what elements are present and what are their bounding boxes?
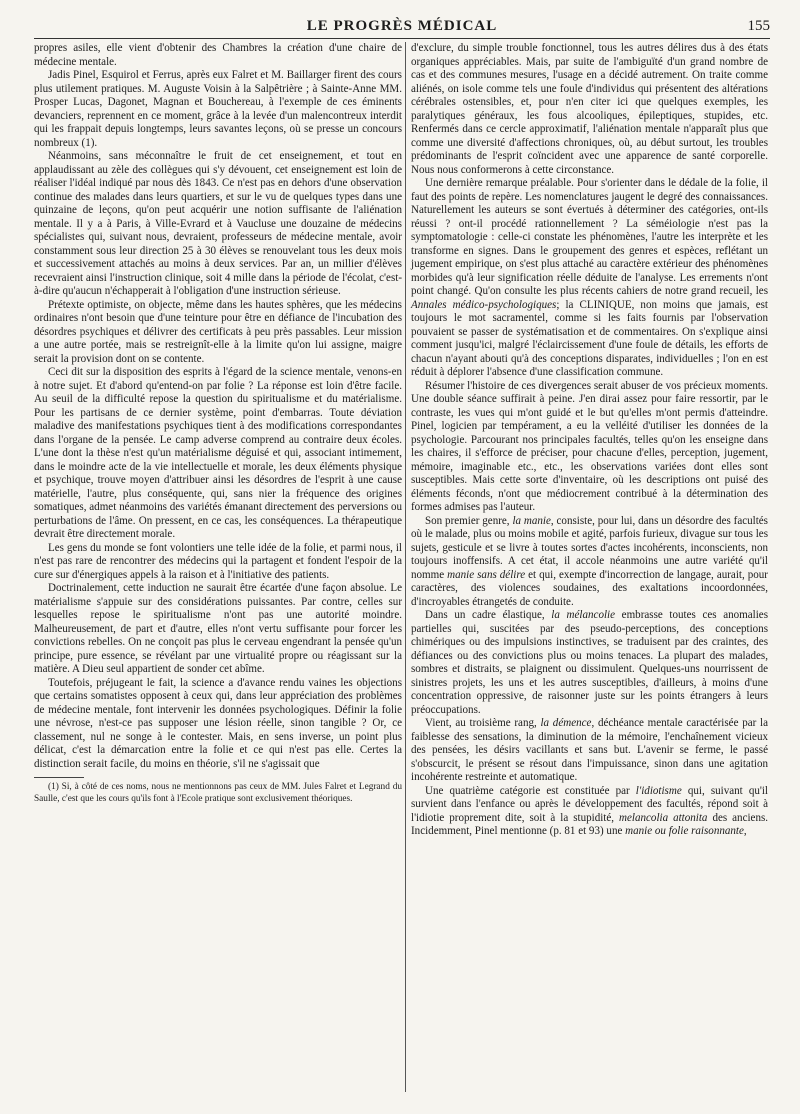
paragraph: Néanmoins, sans méconnaître le fruit de cet enseignement, et tout en applaudissant au zèle des collègues qui s'y dévouent, cet enseignement est loin de réaliser l'idéal indiqué par nous dès 1843. Ce n'est pas en dehors d'une observation continue des malades dans leurs quartiers, et sur le vu de quelques types dans une quinzaine de leçons, qu'on peut acquérir une notion suffisante de l'aliénation mentale. Il y a à Paris, à Ville-Evrard et à Vaucluse une douzaine de médecins spécialistes qui, suivant nous, devraient, professeurs de médecine mentale, avoir constamment sous leur direction 25 à 30 élèves se renouvelant tous les deux mois et successivement attachés au moins à deux services. Par an, un millier d'élèves recevraient ainsi l'instruction clinique, soit 4 mille dans la période de l'écolat, c'est-à-dire qu'aucun n'échapperait à l'obligation d'une instruction sérieuse. [34,150,402,297]
term-manie: la manie [512,514,551,527]
text-run: qui, suivant qu'il survient dans l'enfance ou après le développement des facultés, répond soit à l'idiotie proprement dite, soit à la stupidité, [411,784,768,824]
text-run: ; la CLINIQUE, non moins que jamais, est toujours le mot sacramentel, comme si les faits fournis par l'observation pouvaient se passer de systématisation et de commentaires. On s'explique ainsi comment jusqu'ici, malgré l'éclaircissement d'une foule de détails, les efforts de chacun n'ayant abouti qu'à des conceptions disparates, individuelles ; l'on en est réduit à déplorer l'absence d'une classification commune. [411,298,768,378]
term-melancolie: la mélancolie [551,609,616,621]
term-folie-raisonnante: manie ou folie raisonnante [625,825,744,837]
term-manie-sans-delire: manie sans délire [447,568,526,581]
footnote-divider [34,777,84,778]
text-run: , déchéance mentale caractérisée par la faiblesse des sensations, la diminution de la mémoire, l'enchaînement vicieux des pensées, les désirs vacillants et sans but. L'avenir se ferme, le passé s'obscurcit, le présent se résout dans l'impuissance, sinon dans une agitation incohérente restreinte et automatique. [411,717,768,783]
paragraph: Doctrinalement, cette induction ne saurait être écartée d'une façon absolue. Le matérialisme s'appuie sur des considérations puissantes. Par contre, celles sur lesquelles repose le spiritualisme n'ont pas une autorité moindre. Malheureusement, de part et d'autre, elles n'ont vertu suffisante pour forcer les convictions rebelles. On ne conçoit pas plus le cerveau engendrant la pensée qu'un principe, pure essence, se révélant par une virtualité propre ou réagissant sur la matière. A Dieu seul appartient de sonder cet abîme. [34,582,402,675]
text-run: , consiste, pour lui, dans un désordre des facultés où le malade, plus ou moins mobile et agité, parfois furieux, divague sur tous les sujets, gesticule et se livre à toutes sortes d'actes incohérents, inconscients, non toujours inoffensifs. A cet état, il accole néanmoins une autre variété qu'il nomme [411,514,768,581]
term-demence: la démence [540,717,592,729]
page-number: 155 [747,18,770,34]
journal-name: Annales médico-psychologiques [411,298,557,311]
term-idiotisme: l'idiotisme [635,784,682,797]
paragraph [411,609,768,717]
paragraph [411,177,768,380]
left-column [34,42,402,1114]
paragraph: propres asiles, elle vient d'obtenir des Chambres la création d'une chaire de médecine mentale. [34,42,402,68]
text-run: et qui, exempte d'incorrection de langage, aurait, pour caractères, des violences soudaines, des exaltations incoordonnées, d'incroyables étrangetés de conduite. [411,568,768,608]
paragraph [411,515,768,610]
text-run: Dans un cadre élastique, [425,609,545,621]
text-run: Son premier genre, [425,514,510,527]
journal-title: LE PROGRÈS MÉDICAL [306,18,498,34]
footnote: (1) Si, à côté de ces noms, nous ne mentionnons pas ceux de MM. Jules Falret et Legrand du Saulle, c'est que les cours qu'ils font à l'Ecole pratique sont exclusivement théoriques. [34,782,402,804]
paragraph: Toutefois, préjugeant le fait, la science a d'avance rendu vaines les objections que certains somatistes opposent à ceux qui, dans leur appréciation des problèmes de médecine mentale, font intervenir les données psychologiques. Définir la folie une névrose, n'est-ce pas supposer une lésion réelle, sinon tangible ? Or, ce classement, nul ne songe à le contester. Mais, en sens inverse, un point plus délicat, c'est la démarcation entre la folie et ce qui n'est pas elle. Certes la distinction serait facile, du moins en théorie, s'il ne s'agissait que [34,676,402,770]
page-header [34,16,770,39]
paragraph: Les gens du monde se font volontiers une telle idée de la folie, et parmi nous, il n'est pas rare de rencontrer des médecins qui la partagent et fondent l'espoir de la cure sur d'énergiques appels à la raison et à l'initiative des patients. [34,541,402,581]
paragraph: Résumer l'histoire de ces divergences serait abuser de vos précieux moments. Une double séance suffirait à peine. J'en dirai assez pour faire ressortir, par le contraste, les vues qui m'ont guidé et le but qu'elles m'ont permis d'atteindre. Pinel, logicien par tempérament, a eu la velléité d'utiliser les données de la psychologie. Parcourant nos principales facultés, telles qu'on les enseigne dans les chaires, il s'efforce de préciser, pour chacune d'elles, perception, jugement, mémoire, imaginable etc., etc., les observations variées dont elles sont susceptibles. Mais cette sorte d'inventaire, où les descriptions ont puisé des éléments féconds, n'ont que médiocrement contribué à la détermination des formes admises pas l'auteur. [411,379,768,513]
text-run: Une dernière remarque préalable. Pour s'orienter dans le dédale de la folie, il faut des points de repère. Les nomenclatures jaugent le degré des connaissances. Naturellement les auteurs se sont évertués à déterminer des catégories, ont-ils réussi ? ont-il procédé rationnellement ? La séméiologie n'est pas la symptomatologie : celle-ci constate les phénomènes, l'autre les interprète et les transforme en signes. Dans le groupement des genres et espèces, reflétant un jugement empirique, on s'est plus attaché au caractère extérieur des phénomènes morbides qu'à leur signification réelle déduite de l'analyse. Les errements n'ont point changé. Qu'on consulte les plus récents cahiers de notre grand recueil, les [411,177,768,297]
paragraph [411,785,768,839]
text-run: Une quatrième catégorie est constituée par [425,784,630,797]
paragraph: d'exclure, du simple trouble fonctionnel, tous les autres délires dus à des états organiques appréciables. Mais, par suite de l'ambiguïté d'un grand nombre de cas et des communes mesures, l'usage en a décidé autrement. On traite comme aliénés, on isole comme tels une foule d'individus qui présentent des altérations cérébrales ostensibles, et, pour n'en citer ici que quelques exemples, les paralytiques généraux, les fous alcooliques, épileptiques, stupides, etc. Renfermés dans ce cercle approximatif, l'aliénation mentale n'apparaît plus que comme une diversité d'affections chroniques, où, au début surtout, les troubles prédominants de l'esprit coïncident avec une apparence de santé corporelle. Nous nous conformerons à cette circonstance. [411,42,768,176]
text-run: des anciens. Incidemment, Pinel mentionne (p. 81 et 93) une [411,811,769,837]
term-melancolia-attonita: melancolia attonita [619,811,708,824]
paragraph: Prétexte optimiste, on objecte, même dans les hautes sphères, que les médecins ordinaires n'ont besoin que d'une teinture pour être en défiance de l'incubation des désordres psychiques et délivrer des certificats à peu près passables. Leur mission a une autre portée, mais se restreignît-elle à la limite qu'on lui assigne, maigre serait la provision dont on se contente. [34,298,402,365]
text-run: embrasse toutes ces anomalies partielles qui, suscitées par des pseudo-perceptions, des conceptions chimériques ou des impulsions instinctives, se traduisent par des craintes, des défiances ou des convictions plus ou moins tenaces. La plupart des malades, sombres et distraits, se plaignent ou dissimulent. Quelques-uns nourrissent de sinistres projets, les uns et les autres susceptibles, d'ailleurs, à moins d'une concentration oppressive, de raisonner juste sur les points étrangers à leurs préoccupations. [411,609,768,716]
column-divider [405,42,406,1092]
paragraph [411,717,768,785]
text-run: Vient, au troisième rang, [425,717,537,729]
paragraph: Jadis Pinel, Esquirol et Ferrus, après eux Falret et M. Baillarger firent des cours plus utilement pratiques. M. Auguste Voisin à la Salpêtrière ; à Sainte-Anne MM. Prosper Lucas, Dagonet, Magnan et Bouchereau, à l'exemple de ces éminents devanciers, reprennent en ce moment, grâce à la levée d'un malencontreux interdit qui les frappait depuis longtemps, leurs savantes leçons, où se presse un concours nombreux (1). [34,69,402,149]
right-column [411,42,768,1114]
paragraph: Ceci dit sur la disposition des esprits à l'égard de la science mentale, venons-en à notre sujet. Et d'abord qu'entend-on par folie ? La réponse est loin d'être facile. Au seuil de la difficulté repose la question du spiritualisme et du matérialisme. Pour les partisans de ce dernier système, point d'embarras. Toute déviation maladive des manifestations psychiques tient à des modifications correspondantes dans l'organe de la pensée. Le camp adverse comprend au contraire deux écoles. L'une dont la thèse n'est qu'un matérialisme déguisé et qui, associant intimement, dans le moindre acte de la vie intellectuelle et morale, les deux éléments physique et psychique, trouve moyen d'attribuer ainsi les désordres de l'esprit à une cause matérielle, l'autre, plus conséquente, qui, sans nier la fréquence des origines somatiques, admet néanmoins des variétés émanant directement des perversions ou perturbations de l'âme. On pressent, en ce cas, les conséquences. La thérapeutique devrait être directement morale. [34,366,402,540]
text-run: , [743,825,747,837]
